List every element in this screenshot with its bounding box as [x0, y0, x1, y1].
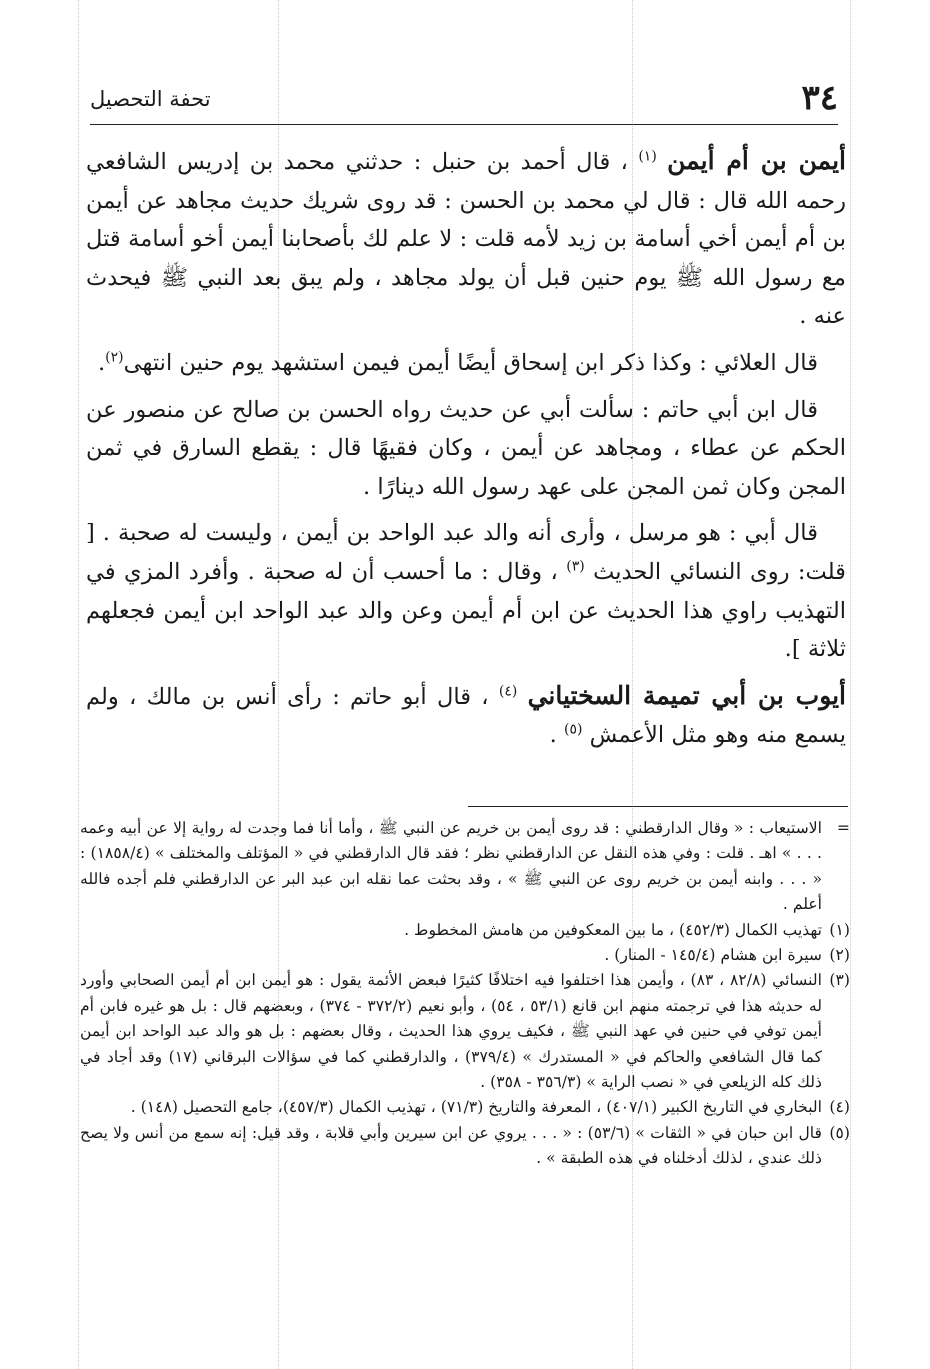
footnote-mark: = — [836, 819, 850, 837]
footnote-continuation — [80, 816, 850, 918]
footnote-5 — [80, 1121, 850, 1172]
entry-text: ، قال أبو حاتم : رأى أنس بن مالك ، ولم يسمع منه وهو مثل الأعمش — [86, 683, 846, 749]
paragraph-alalai — [86, 344, 846, 383]
footnote-ref[interactable]: (٢) — [105, 349, 124, 366]
paragraph-abi-mursal — [86, 514, 846, 668]
entry-ayman-ibn-umm-ayman — [86, 142, 846, 336]
footnote-text: الاستيعاب : « وقال الدارقطني : قد روى أيمن بن خريم عن النبي ﷺ ، وأما أنا فما وجدت له رواية إلا عن أبيه وعمه . . . » اهـ . قلت : وفي هذه النقل عن الدارقطني نظر ؛ فقد قال الدارقطني في « المؤتلف والمختلف » (١٨٥٨/٤) : « . . . وابنه أيمن بن خريم روى عن النبي ﷺ » ، وقد بحثت عما نقله ابن عبد البر عن الدارقطني فلم أجده فالله أعلم . — [80, 819, 822, 914]
footnote-mark: (٣) — [829, 971, 850, 990]
footnote-ref[interactable]: (٤) — [498, 683, 518, 700]
page-number: ٣٤ — [801, 78, 838, 118]
paragraph-text: قال العلائي : وكذا ذكر ابن إسحاق أيضًا أيمن فيمن استشهد يوم حنين انتهى — [123, 349, 818, 376]
paragraph-text: قال أبي : هو مرسل ، وأرى أنه والد عبد الواحد بن أيمن ، وليست له صحبة . [ قلت: روى النسائي الحديث — [86, 520, 846, 585]
entry-name: أيمن بن أم أيمن — [667, 146, 846, 175]
footnote-mark: (٤) — [829, 1098, 850, 1117]
footnote-separator — [468, 806, 848, 807]
paragraph-end: . — [97, 349, 106, 376]
footnote-text: سيرة ابن هشام (١٤٥/٤ - المنار) . — [604, 946, 822, 965]
footnote-4 — [80, 1095, 850, 1120]
paragraph-text: ، وقال : ما أحسب أن له صحبة . وأفرد المزي في التهذيب راوي هذا الحديث عن ابن أم أيمن وعن والد عبد الواحد ابن أيمن فجعلهم ثلاثة ]. — [86, 558, 846, 663]
footnote-3 — [80, 968, 850, 1095]
footnote-mark: (١) — [829, 920, 850, 939]
footnote-ref[interactable]: (٣) — [566, 558, 585, 575]
entry-ayyub-al-sakhtiyani — [86, 677, 846, 755]
footnote-mark: (٥) — [829, 1123, 850, 1142]
scan-margin-line — [850, 0, 851, 1369]
paragraph-ibn-abi-hatim — [86, 391, 846, 507]
footnote-1 — [80, 918, 850, 943]
page-header — [90, 78, 838, 125]
footnote-text: النسائي (٨٢/٨ ، ٨٣) ، وأيمن هذا اختلفوا فيه اختلافًا كثيرًا فبعض الأئمة يقول : هو أيمن ابن أم أيمن الصحابي وأورد له حديثه هذا في ترجمته منهم ابن قانع (٥٣/١ ، ٥٤) ، وأبو نعيم (٣٧٢/٢ - ٣٧٤) ، وبعضهم قال : بل هو غيره فابن أم أيمن توفي في حنين في عهد النبي ﷺ ، فكيف يروي هذا الحديث ، وقال بعضهم : بل هو والد عبد الواحد ابن أيمن كما قال الشافعي والحاكم في « المستدرك » (٣٧٩/٤) ، والدارقطني كما في سؤالات البرقاني (١٧) وقد أجاد في ذلك كله الزيلعي في « نصب الراية » (٣٥٦/٣ - ٣٥٨) . — [80, 971, 823, 1092]
paragraph-text: قال ابن أبي حاتم : سألت أبي عن حديث رواه الحسن بن صالح عن منصور عن الحكم عن عطاء ، ومجاهد عن أيمن ، وكان فقيهًا قال : يقطع السارق في ثمن المجن وكان ثمن المجن على عهد رسول الله دينارًا . — [86, 396, 846, 500]
entry-name: أيوب بن أبي تميمة السختياني — [527, 680, 847, 710]
footnote-mark: (٢) — [829, 946, 850, 965]
footnote-text: قال ابن حبان في « الثقات » (٥٣/٦) : « . . . يروي عن ابن سيرين وأبي قلابة ، وقد قيل: إنه سمع من أنس ولا يصح ذلك عندي ، لذلك أدخلناه في هذه الطبقة » . — [80, 1123, 822, 1168]
main-text — [86, 142, 846, 755]
paragraph-end: . — [549, 722, 557, 749]
running-title: تحفة التحصيل — [90, 87, 211, 111]
footnote-text: تهذيب الكمال (٤٥٢/٣) ، ما بين المعكوفين من هامش المخطوط . — [404, 920, 822, 939]
footnote-ref[interactable]: (١) — [638, 148, 657, 165]
footnotes — [80, 816, 850, 1172]
scan-margin-line — [78, 0, 79, 1369]
footnote-2 — [80, 943, 850, 968]
footnote-ref[interactable]: (٥) — [564, 721, 583, 738]
entry-text: ، قال أحمد بن حنبل : حدثني محمد بن إدريس الشافعي رحمه الله قال : قال لي محمد بن الحسن : قد روى شريك حديث مجاهد عن أيمن بن أم أيمن أخي أسامة بن زيد لأمه قلت : لا علم لك بأصحابنا أيمن أخو أسامة قتل مع رسول الله ﷺ يوم حنين قبل أن يولد مجاهد ، ولم يبق بعد النبي ﷺ فيحدث عنه . — [86, 149, 846, 330]
footnote-text: البخاري في التاريخ الكبير (٤٠٧/١) ، المعرفة والتاريخ (٧١/٣) ، تهذيب الكمال (٤٥٧/٣)، جامع التحصيل (١٤٨) . — [130, 1098, 822, 1117]
